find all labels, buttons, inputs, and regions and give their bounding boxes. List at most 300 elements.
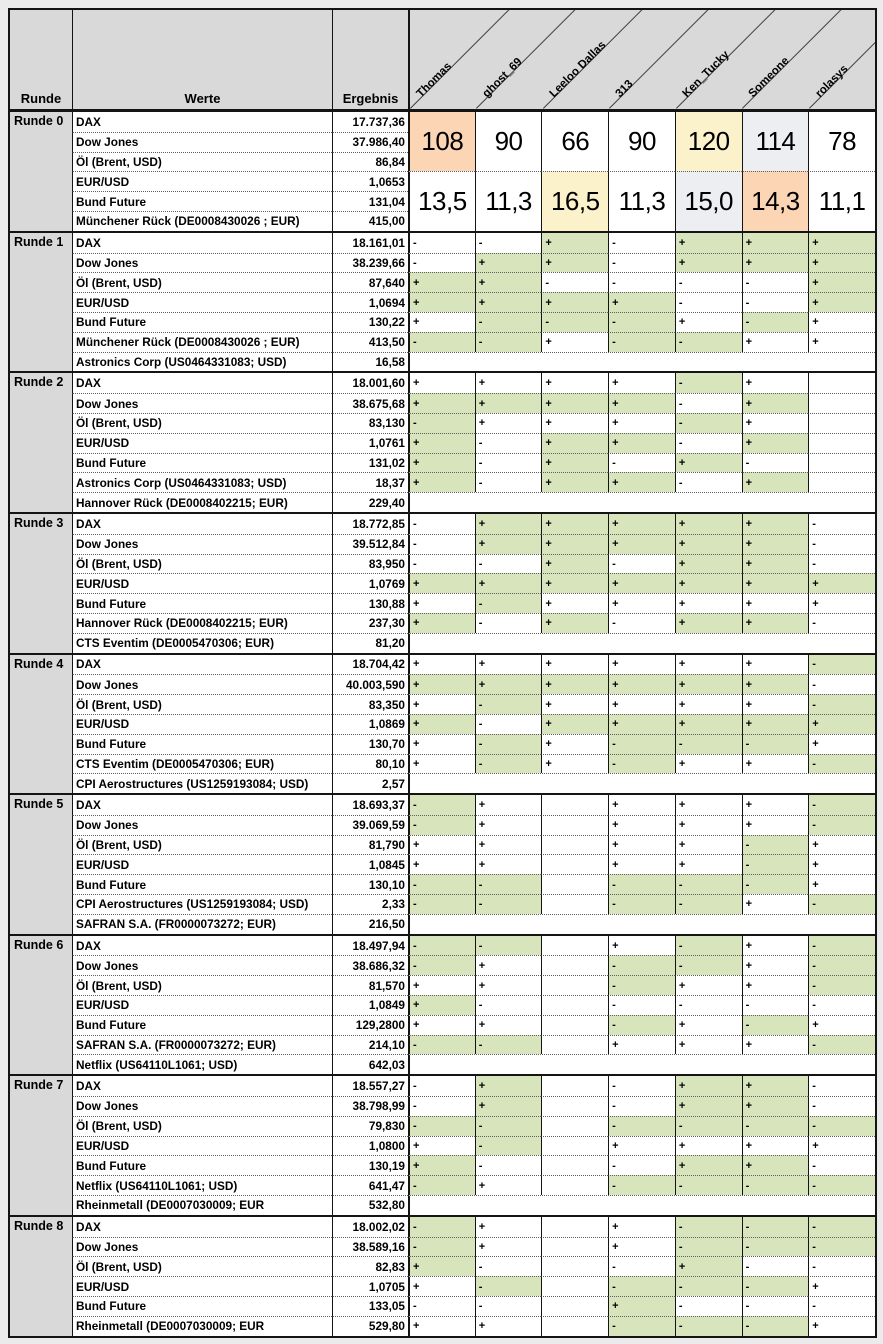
col-header-runde[interactable]: Runde [20,91,62,106]
prediction-cell[interactable]: - [408,795,475,815]
werte-cell[interactable]: SAFRAN S.A. (FR0000073272; EUR) [72,1035,332,1055]
prediction-cell[interactable]: - [475,433,542,453]
prediction-cell[interactable] [541,955,608,975]
ergebnis-cell[interactable]: 18.161,01 [332,233,408,253]
prediction-cell[interactable]: - [475,874,542,894]
prediction-cell[interactable]: + [408,573,475,593]
prediction-cell[interactable]: - [408,413,475,433]
prediction-cell[interactable]: + [675,233,742,253]
werte-cell[interactable]: Dow Jones [72,1096,332,1116]
prediction-cell[interactable]: - [541,312,608,332]
prediction-cell[interactable]: - [475,1296,542,1316]
ergebnis-cell[interactable]: 38.798,99 [332,1096,408,1116]
prediction-cell[interactable]: + [541,655,608,675]
ergebnis-cell[interactable]: 532,80 [332,1195,408,1215]
prediction-cell[interactable]: + [408,655,475,675]
werte-cell[interactable]: Astronics Corp (US0464331083; USD) [72,352,332,372]
prediction-cell[interactable]: + [475,674,542,694]
prediction-cell[interactable] [808,453,875,473]
score-average-cell[interactable]: 16,5 [541,171,608,230]
ergebnis-cell[interactable]: 1,0761 [332,433,408,453]
prediction-cell[interactable]: + [475,272,542,292]
prediction-cell[interactable]: - [608,253,675,273]
prediction-cell[interactable]: + [408,674,475,694]
prediction-cell[interactable] [541,1116,608,1136]
werte-cell[interactable]: CPI Aerostructures (US1259193084; USD) [72,773,332,793]
prediction-cell[interactable]: + [675,694,742,714]
prediction-cell[interactable]: - [742,1015,809,1035]
score-points-cell[interactable]: 114 [742,112,809,171]
prediction-cell[interactable]: - [475,936,542,956]
ergebnis-cell[interactable]: 216,50 [332,914,408,934]
prediction-cell[interactable]: - [742,292,809,312]
werte-cell[interactable]: Rheinmetall (DE0007030009; EUR [72,1195,332,1215]
prediction-cell[interactable]: - [608,1096,675,1116]
prediction-cell[interactable]: - [808,1096,875,1116]
prediction-cell[interactable] [541,1015,608,1035]
prediction-cell[interactable]: - [475,312,542,332]
ergebnis-cell[interactable]: 2,57 [332,773,408,793]
prediction-cell[interactable] [541,1296,608,1316]
ergebnis-cell[interactable]: 18.693,37 [332,795,408,815]
prediction-cell[interactable] [541,1237,608,1257]
prediction-cell[interactable]: - [675,1175,742,1195]
ergebnis-cell[interactable]: 38.239,66 [332,253,408,273]
prediction-row-empty[interactable] [408,1054,875,1074]
prediction-cell[interactable]: - [608,975,675,995]
prediction-cell[interactable]: + [475,292,542,312]
ergebnis-cell[interactable]: 87,640 [332,272,408,292]
ergebnis-cell[interactable]: 38.675,68 [332,393,408,413]
prediction-cell[interactable]: + [742,674,809,694]
prediction-cell[interactable]: + [742,975,809,995]
prediction-cell[interactable]: + [408,1316,475,1336]
round-label[interactable]: Runde 7 [10,1076,72,1215]
ergebnis-cell[interactable]: 1,0869 [332,714,408,734]
prediction-cell[interactable]: - [742,854,809,874]
prediction-cell[interactable]: - [408,1237,475,1257]
prediction-cell[interactable]: + [742,955,809,975]
werte-cell[interactable]: CTS Eventim (DE0005470306; EUR) [72,633,332,653]
ergebnis-cell[interactable]: 1,0694 [332,292,408,312]
prediction-cell[interactable]: + [808,312,875,332]
werte-cell[interactable]: Bund Future [72,191,332,211]
werte-cell[interactable]: DAX [72,1076,332,1096]
ergebnis-cell[interactable]: 1,0769 [332,573,408,593]
ergebnis-cell[interactable]: 529,80 [332,1316,408,1336]
werte-cell[interactable]: DAX [72,514,332,534]
prediction-cell[interactable]: - [475,1035,542,1055]
prediction-cell[interactable]: + [742,253,809,273]
prediction-cell[interactable] [808,413,875,433]
round-label[interactable]: Runde 8 [10,1217,72,1336]
prediction-cell[interactable]: + [742,573,809,593]
player-name[interactable]: Thomas [414,60,455,100]
prediction-cell[interactable]: - [475,694,542,714]
prediction-cell[interactable]: + [808,835,875,855]
prediction-cell[interactable]: - [808,514,875,534]
ergebnis-cell[interactable]: 2,33 [332,894,408,914]
prediction-cell[interactable]: + [541,573,608,593]
werte-cell[interactable]: Öl (Brent, USD) [72,975,332,995]
prediction-cell[interactable]: + [808,874,875,894]
prediction-cell[interactable]: - [675,1296,742,1316]
werte-cell[interactable]: Öl (Brent, USD) [72,835,332,855]
prediction-cell[interactable]: - [408,1175,475,1195]
prediction-cell[interactable]: - [742,995,809,1015]
ergebnis-cell[interactable]: 17.737,36 [332,112,408,132]
prediction-cell[interactable] [541,995,608,1015]
werte-cell[interactable]: Dow Jones [72,815,332,835]
werte-cell[interactable]: Bund Future [72,312,332,332]
prediction-cell[interactable]: - [742,1217,809,1237]
prediction-cell[interactable]: + [742,936,809,956]
round-label[interactable]: Runde 4 [10,655,72,794]
prediction-cell[interactable]: - [675,292,742,312]
ergebnis-cell[interactable]: 86,84 [332,152,408,172]
prediction-cell[interactable]: + [541,754,608,774]
prediction-cell[interactable]: + [742,554,809,574]
score-average-cell[interactable]: 11,3 [475,171,542,230]
prediction-cell[interactable]: + [408,453,475,473]
prediction-cell[interactable]: + [675,674,742,694]
prediction-cell[interactable]: + [675,613,742,633]
ergebnis-cell[interactable]: 130,10 [332,874,408,894]
prediction-cell[interactable]: + [408,854,475,874]
prediction-cell[interactable]: + [541,593,608,613]
round-label[interactable]: Runde 1 [10,233,72,372]
werte-cell[interactable]: Rheinmetall (DE0007030009; EUR [72,1316,332,1336]
prediction-cell[interactable]: + [675,573,742,593]
prediction-cell[interactable]: - [408,1116,475,1136]
prediction-cell[interactable]: + [742,433,809,453]
prediction-cell[interactable]: + [475,534,542,554]
prediction-cell[interactable]: + [541,694,608,714]
ergebnis-cell[interactable]: 83,350 [332,694,408,714]
prediction-cell[interactable]: + [675,835,742,855]
prediction-cell[interactable]: + [608,655,675,675]
prediction-cell[interactable]: + [541,253,608,273]
prediction-cell[interactable]: - [742,1175,809,1195]
prediction-cell[interactable]: + [608,854,675,874]
prediction-cell[interactable]: + [608,393,675,413]
prediction-cell[interactable]: + [608,413,675,433]
prediction-cell[interactable]: + [742,894,809,914]
prediction-cell[interactable]: + [675,1136,742,1156]
werte-cell[interactable]: Öl (Brent, USD) [72,1116,332,1136]
prediction-cell[interactable]: + [408,1256,475,1276]
prediction-cell[interactable]: + [675,554,742,574]
ergebnis-cell[interactable]: 79,830 [332,1116,408,1136]
ergebnis-cell[interactable]: 81,790 [332,835,408,855]
prediction-cell[interactable]: - [742,874,809,894]
werte-cell[interactable]: Öl (Brent, USD) [72,554,332,574]
werte-cell[interactable]: Dow Jones [72,955,332,975]
prediction-cell[interactable]: + [475,955,542,975]
prediction-cell[interactable]: - [475,613,542,633]
werte-cell[interactable]: DAX [72,233,332,253]
round-label[interactable]: Runde 3 [10,514,72,653]
prediction-cell[interactable]: + [541,233,608,253]
prediction-cell[interactable]: + [541,332,608,352]
prediction-cell[interactable]: + [541,393,608,413]
prediction-cell[interactable]: + [742,1155,809,1175]
prediction-cell[interactable]: + [608,815,675,835]
prediction-cell[interactable]: - [608,1316,675,1336]
prediction-cell[interactable]: - [742,1256,809,1276]
prediction-cell[interactable]: + [742,1035,809,1055]
werte-cell[interactable]: CPI Aerostructures (US1259193084; USD) [72,894,332,914]
player-name[interactable]: Ken_Tucky [680,48,732,100]
prediction-cell[interactable]: - [675,393,742,413]
prediction-cell[interactable]: + [408,714,475,734]
prediction-cell[interactable]: + [408,754,475,774]
prediction-cell[interactable]: - [808,1155,875,1175]
ergebnis-cell[interactable]: 81,20 [332,633,408,653]
prediction-cell[interactable] [541,1217,608,1237]
prediction-cell[interactable]: + [675,453,742,473]
prediction-cell[interactable]: + [408,593,475,613]
prediction-cell[interactable]: - [808,613,875,633]
prediction-cell[interactable]: + [608,795,675,815]
prediction-cell[interactable]: + [608,472,675,492]
ergebnis-cell[interactable]: 18.557,27 [332,1076,408,1096]
prediction-cell[interactable]: + [742,393,809,413]
prediction-cell[interactable]: + [475,1175,542,1195]
werte-cell[interactable]: Dow Jones [72,253,332,273]
prediction-cell[interactable]: + [475,393,542,413]
prediction-cell[interactable] [541,1175,608,1195]
prediction-cell[interactable]: - [475,1155,542,1175]
prediction-cell[interactable]: - [675,936,742,956]
werte-cell[interactable]: Bund Future [72,453,332,473]
prediction-cell[interactable]: + [675,1096,742,1116]
ergebnis-cell[interactable]: 130,88 [332,593,408,613]
prediction-cell[interactable]: - [808,534,875,554]
prediction-cell[interactable]: - [608,233,675,253]
prediction-cell[interactable]: - [408,514,475,534]
ergebnis-cell[interactable]: 40.003,590 [332,674,408,694]
prediction-cell[interactable]: + [608,573,675,593]
werte-cell[interactable]: EUR/USD [72,995,332,1015]
werte-cell[interactable]: EUR/USD [72,292,332,312]
prediction-cell[interactable]: + [608,1035,675,1055]
prediction-cell[interactable]: - [675,332,742,352]
score-average-cell[interactable]: 14,3 [742,171,809,230]
ergebnis-cell[interactable]: 18.772,85 [332,514,408,534]
ergebnis-cell[interactable]: 131,02 [332,453,408,473]
prediction-cell[interactable]: - [475,1276,542,1296]
prediction-cell[interactable]: + [675,795,742,815]
prediction-row-empty[interactable] [408,352,875,372]
ergebnis-cell[interactable]: 16,58 [332,352,408,372]
prediction-cell[interactable]: + [808,332,875,352]
prediction-cell[interactable]: - [475,453,542,473]
prediction-cell[interactable]: - [675,874,742,894]
ergebnis-cell[interactable]: 18.497,94 [332,936,408,956]
prediction-cell[interactable]: - [608,955,675,975]
prediction-cell[interactable]: + [808,1136,875,1156]
prediction-cell[interactable]: - [742,1296,809,1316]
prediction-cell[interactable]: + [742,1136,809,1156]
prediction-cell[interactable]: - [475,593,542,613]
prediction-cell[interactable]: + [608,514,675,534]
ergebnis-cell[interactable]: 18.001,60 [332,373,408,393]
ergebnis-cell[interactable]: 130,70 [332,734,408,754]
prediction-cell[interactable]: + [742,694,809,714]
prediction-cell[interactable]: - [742,1276,809,1296]
ergebnis-cell[interactable]: 37.986,40 [332,132,408,152]
prediction-cell[interactable] [541,1155,608,1175]
prediction-cell[interactable]: + [808,593,875,613]
prediction-cell[interactable]: - [608,995,675,1015]
prediction-cell[interactable]: + [608,674,675,694]
prediction-cell[interactable]: + [808,714,875,734]
prediction-cell[interactable]: - [408,815,475,835]
ergebnis-cell[interactable]: 39.069,59 [332,815,408,835]
prediction-cell[interactable]: + [608,593,675,613]
prediction-cell[interactable] [541,815,608,835]
werte-cell[interactable]: Öl (Brent, USD) [72,1256,332,1276]
prediction-cell[interactable]: + [541,292,608,312]
prediction-cell[interactable]: + [808,1015,875,1035]
prediction-cell[interactable]: + [475,413,542,433]
prediction-cell[interactable]: - [808,655,875,675]
prediction-cell[interactable]: + [675,253,742,273]
ergebnis-cell[interactable]: 130,22 [332,312,408,332]
prediction-cell[interactable]: - [808,1217,875,1237]
werte-cell[interactable]: Bund Future [72,1296,332,1316]
werte-cell[interactable]: DAX [72,655,332,675]
ergebnis-cell[interactable]: 18.704,42 [332,655,408,675]
round-label[interactable]: Runde 5 [10,795,72,934]
prediction-cell[interactable]: + [808,1276,875,1296]
ergebnis-cell[interactable]: 133,05 [332,1296,408,1316]
prediction-cell[interactable]: - [475,894,542,914]
prediction-cell[interactable]: + [408,373,475,393]
prediction-cell[interactable]: + [675,655,742,675]
ergebnis-cell[interactable]: 38.686,32 [332,955,408,975]
werte-cell[interactable]: Astronics Corp (US0464331083; USD) [72,472,332,492]
prediction-cell[interactable]: + [475,514,542,534]
prediction-cell[interactable]: + [608,1237,675,1257]
ergebnis-cell[interactable]: 237,30 [332,613,408,633]
prediction-cell[interactable]: - [742,312,809,332]
ergebnis-cell[interactable]: 415,00 [332,211,408,231]
prediction-cell[interactable]: + [475,1237,542,1257]
ergebnis-cell[interactable]: 413,50 [332,332,408,352]
round-label[interactable]: Runde 0 [10,112,72,231]
score-average-cell[interactable]: 11,3 [608,171,675,230]
prediction-cell[interactable]: + [408,613,475,633]
prediction-cell[interactable]: - [808,1035,875,1055]
werte-cell[interactable]: Öl (Brent, USD) [72,272,332,292]
prediction-cell[interactable] [541,1316,608,1336]
prediction-cell[interactable]: + [742,514,809,534]
werte-cell[interactable]: Bund Future [72,1015,332,1035]
prediction-cell[interactable] [541,854,608,874]
prediction-cell[interactable]: - [742,1237,809,1257]
prediction-cell[interactable]: + [541,534,608,554]
werte-cell[interactable]: Bund Future [72,874,332,894]
prediction-cell[interactable]: + [408,292,475,312]
prediction-cell[interactable]: - [608,1175,675,1195]
player-name[interactable]: Someone [746,54,792,100]
werte-cell[interactable]: Münchener Rück (DE0008430026 ; EUR) [72,211,332,231]
prediction-cell[interactable]: + [541,734,608,754]
prediction-cell[interactable]: + [675,1076,742,1096]
ergebnis-cell[interactable]: 214,10 [332,1035,408,1055]
werte-cell[interactable]: Dow Jones [72,534,332,554]
werte-cell[interactable]: EUR/USD [72,433,332,453]
werte-cell[interactable]: DAX [72,1217,332,1237]
ergebnis-cell[interactable]: 1,0705 [332,1276,408,1296]
prediction-cell[interactable]: - [408,955,475,975]
prediction-cell[interactable] [541,835,608,855]
prediction-cell[interactable]: + [808,1316,875,1336]
prediction-cell[interactable] [541,1096,608,1116]
prediction-cell[interactable]: - [808,1237,875,1257]
werte-cell[interactable]: Münchener Rück (DE0008430026 ; EUR) [72,332,332,352]
prediction-cell[interactable]: - [742,272,809,292]
werte-cell[interactable]: SAFRAN S.A. (FR0000073272; EUR) [72,914,332,934]
prediction-cell[interactable]: - [808,1256,875,1276]
prediction-cell[interactable]: - [408,1035,475,1055]
prediction-cell[interactable]: + [541,613,608,633]
prediction-cell[interactable]: + [808,233,875,253]
prediction-cell[interactable]: + [742,613,809,633]
prediction-cell[interactable]: + [475,373,542,393]
prediction-cell[interactable]: + [475,795,542,815]
prediction-cell[interactable]: + [675,593,742,613]
prediction-cell[interactable]: - [675,373,742,393]
werte-cell[interactable]: DAX [72,795,332,815]
prediction-cell[interactable]: - [675,472,742,492]
prediction-cell[interactable]: - [475,734,542,754]
prediction-cell[interactable]: - [608,1276,675,1296]
prediction-cell[interactable]: + [408,1136,475,1156]
prediction-cell[interactable]: - [742,734,809,754]
prediction-cell[interactable]: - [475,233,542,253]
prediction-cell[interactable]: + [475,835,542,855]
ergebnis-cell[interactable]: 39.512,84 [332,534,408,554]
prediction-cell[interactable]: - [475,995,542,1015]
prediction-cell[interactable]: + [608,1296,675,1316]
prediction-cell[interactable]: + [541,472,608,492]
prediction-cell[interactable]: - [742,1316,809,1336]
prediction-cell[interactable]: + [742,1096,809,1116]
prediction-cell[interactable]: + [408,1155,475,1175]
prediction-cell[interactable]: + [675,1035,742,1055]
prediction-cell[interactable]: - [808,1116,875,1136]
prediction-cell[interactable]: + [675,754,742,774]
prediction-cell[interactable]: + [808,854,875,874]
prediction-cell[interactable]: - [808,554,875,574]
prediction-cell[interactable]: - [808,936,875,956]
prediction-row-empty[interactable] [408,914,875,934]
prediction-cell[interactable]: - [808,674,875,694]
prediction-cell[interactable]: + [475,1316,542,1336]
prediction-cell[interactable]: - [475,332,542,352]
prediction-cell[interactable]: + [541,373,608,393]
prediction-cell[interactable]: - [675,1316,742,1336]
prediction-cell[interactable]: + [608,534,675,554]
prediction-cell[interactable]: - [408,253,475,273]
col-header-ergebnis[interactable]: Ergebnis [332,10,408,109]
prediction-cell[interactable]: - [608,754,675,774]
prediction-cell[interactable]: - [408,1217,475,1237]
werte-cell[interactable]: Dow Jones [72,393,332,413]
